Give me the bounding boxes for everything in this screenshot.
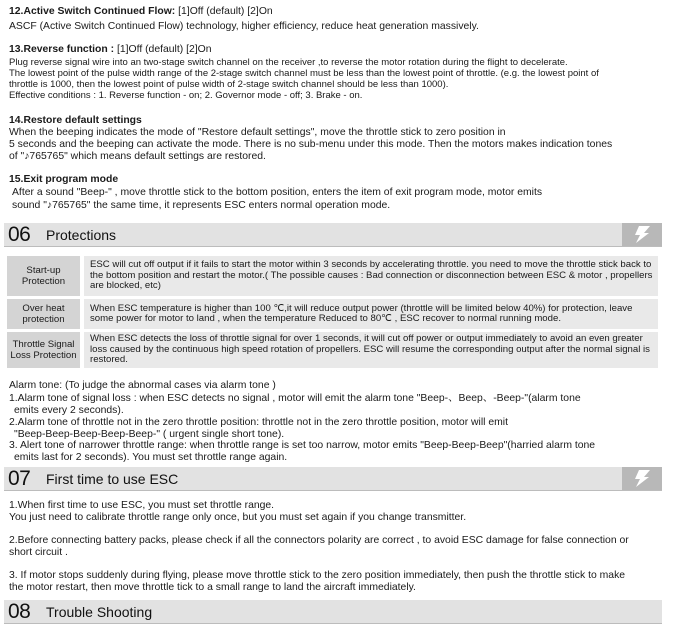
section-15-line: sound "♪765765" the same time, it represents ESC enters normal operation mode. <box>12 200 391 211</box>
alarm-line: 3. Alert tone of narrower throttle range: when throttle range is set too narrow, motor emits "Beep-Beep-Beep"(harried alarm tone <box>9 440 596 451</box>
section-07-title: First time to use ESC <box>46 471 179 487</box>
protection-description: When ESC detects the loss of throttle signal for over 1 seconds, it will cut off power or output immediately to avoid an even greater loss caused by the continuous high speed rotation of propellers. ESC will resume the corresponding output after the normal signal is restored. <box>84 332 658 368</box>
protection-label: Start-up Protection <box>7 256 80 296</box>
section-14-title: 14.Restore default settings <box>9 115 142 126</box>
section-13-options: [1]Off (default) [2]On <box>116 44 212 55</box>
section-15-line: After a sound "Beep-" , move throttle stick to the bottom position, enters the item of exit program mode, motor emits <box>12 187 543 198</box>
section-12-options: [1]Off (default) [2]On <box>178 6 273 17</box>
section-07-number: 07 <box>8 467 31 490</box>
section-14-line: When the beeping indicates the mode of "Restore default settings", move the throttle stick to zero position in <box>9 127 506 138</box>
first-use-line: You just need to calibrate throttle range only once, but you must set again if you change transmitter. <box>9 512 467 523</box>
first-use-line: 1.When first time to use ESC, you must set throttle range. <box>9 500 275 511</box>
section-12-title: 12.Active Switch Continued Flow: <box>9 6 176 17</box>
protection-description: ESC will cut off output if it fails to start the motor within 3 seconds by accelerating throttle. you need to move the throttle stick back to the bottom position and restart the motor.( The possible causes : Bad connection or disconnection between ESC & motor , propellers are blocked, etc) <box>84 256 658 296</box>
first-use-line: 2.Before connecting battery packs, please check if all the connectors polarity are correct , to avoid ESC damage for false connection or <box>9 535 629 546</box>
protection-row <box>7 256 658 296</box>
section-08-number: 08 <box>8 600 31 623</box>
alarm-line: 1.Alarm tone of signal loss : when ESC detects no signal , motor will emit the alarm tone "Beep-、Beep、-Beep-"(alarm tone <box>9 393 581 404</box>
section-14-line: 5 seconds and the beeping can activate the mode. There is no sub-menu under this mode. Then the motors makes indication tones <box>9 139 613 150</box>
alarm-intro: Alarm tone: (To judge the abnormal cases via alarm tone ) <box>9 380 276 391</box>
section-08-header <box>4 600 662 624</box>
first-use-line: short circuit . <box>9 547 68 558</box>
protection-description: When ESC temperature is higher than 100 ℃,it will reduce output power (throttle will be limited below 40%) for protection, leave some power for motor to land , when the temperature Reduced to 80℃ , ESC recover to normal running mode. <box>84 299 658 329</box>
section-06-header <box>4 223 662 247</box>
protection-label: Over heat protection <box>7 299 80 329</box>
section-13-title: 13.Reverse function : <box>9 44 115 55</box>
lightning-bolt-icon <box>622 467 662 490</box>
alarm-line: "Beep-Beep-Beep-Beep-Beep-" ( urgent single short tone). <box>14 429 285 440</box>
section-13-line: The lowest point of the pulse width range of the 2-stage switch channel must be less than the lowest point of throttle. (e.g. the lowest point of <box>9 68 599 79</box>
section-13-heading <box>9 44 212 55</box>
protections-table <box>7 253 658 371</box>
alarm-line: 2.Alarm tone of throttle not in the zero throttle position: throttle not in the zero throttle position, motor will emit <box>9 417 508 428</box>
section-12-text: ASCF (Active Switch Continued Flow) technology, higher efficiency, reduce heat generation massively. <box>9 21 479 32</box>
alarm-line: emits every 2 seconds). <box>14 405 124 416</box>
section-06-number: 06 <box>8 223 31 246</box>
alarm-line: emits last for 2 seconds). You must set throttle range again. <box>14 452 288 463</box>
lightning-bolt-icon <box>622 223 662 246</box>
section-06-title: Protections <box>46 227 117 243</box>
section-14-line: of "♪765765" which means default settings are restored. <box>9 151 266 162</box>
section-13-line: throttle is 1000, then the lowest point of pulse width of 2-stage switch channel should be less than 1000). <box>9 79 449 90</box>
section-07-header <box>4 467 662 491</box>
section-15-title: 15.Exit program mode <box>9 174 119 185</box>
protection-row <box>7 299 658 329</box>
protection-row <box>7 332 658 368</box>
section-13-line: Plug reverse signal wire into an two-stage switch channel on the receiver ,to reverse the motor rotation during the flight to decelerate. <box>9 57 568 68</box>
section-12-heading <box>9 6 273 17</box>
first-use-line: the motor restart, then move throttle tick to a small range to land the aircraft immediately. <box>9 582 416 593</box>
section-08-title: Trouble Shooting <box>46 604 153 620</box>
protection-label: Throttle Signal Loss Protection <box>7 332 80 368</box>
first-use-line: 3. If motor stops suddenly during flying, please move throttle stick to the zero position immediately, then push the throttle stick to make <box>9 570 626 581</box>
section-13-line: Effective conditions : 1. Reverse function - on; 2. Governor mode - off; 3. Brake - on. <box>9 90 363 101</box>
